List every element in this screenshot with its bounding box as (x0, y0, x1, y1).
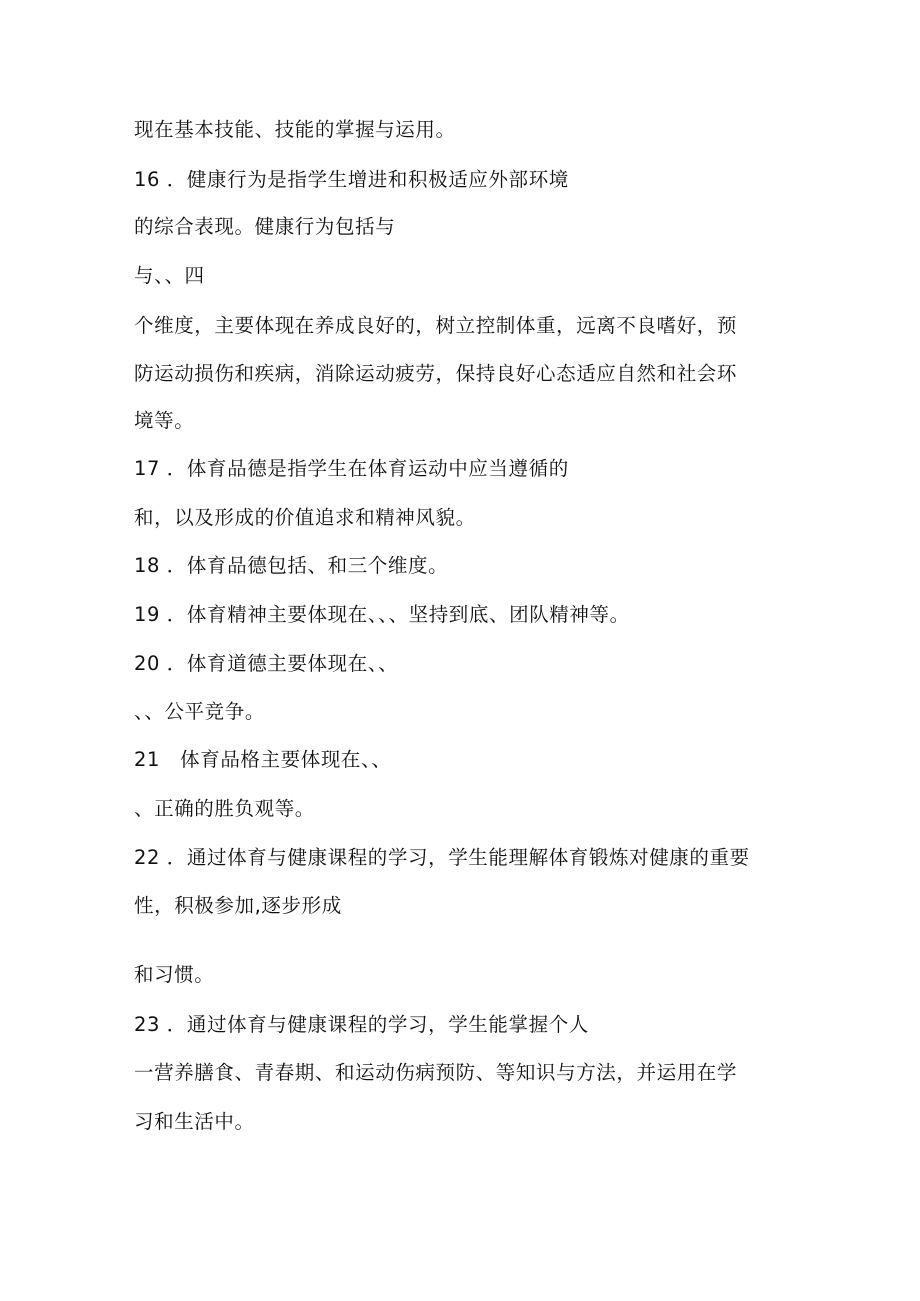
question-16-line-5: 防运动损伤和疾病，消除运动疲劳，保持良好心态适应自然和社会环 (134, 362, 738, 385)
question-23-line-2: 一营养膳食、青春期、和运动伤病预防、等知识与方法，并运用在学 (134, 1061, 738, 1084)
question-20-line-2: 、、公平竞争。 (134, 700, 265, 723)
question-16-line-3: 与、、四 (134, 264, 205, 287)
question-16-line-4: 个维度，主要体现在养成良好的，树立控制体重，远离不良嗜好，预 (134, 314, 738, 337)
question-22-line-2: 性，积极参加,逐步形成 (134, 894, 342, 917)
question-21-line-1: 21 体育品格主要体现在、、 (134, 748, 392, 771)
question-23-line-1: 23 ．通过体育与健康课程的学习，学生能掌握个人 (134, 1013, 589, 1036)
question-16-line-6: 境等。 (134, 409, 195, 432)
question-20-line-1: 20 ．体育道德主要体现在、、 (134, 652, 399, 675)
question-22-line-3: 和习惯。 (134, 963, 215, 986)
question-16-line-2: 的综合表现。健康行为包括与 (134, 215, 396, 238)
question-21-line-2: 、正确的胜负观等。 (134, 797, 315, 820)
question-17-line-1: 17 ．体育品德是指学生在体育运动中应当遵循的 (134, 457, 569, 480)
question-19-line: 19 ．体育精神主要体现在、、、坚持到底、团队精神等。 (134, 603, 630, 626)
question-23-line-3: 习和生活中。 (134, 1110, 255, 1133)
text-line: 现在基本技能、技能的掌握与运用。 (134, 118, 456, 141)
question-17-line-2: 和，以及形成的价值追求和精神风貌。 (134, 506, 476, 529)
question-18-line: 18 ．体育品德包括、和三个维度。 (134, 554, 449, 577)
question-22-line-1: 22 ．通过体育与健康课程的学习，学生能理解体育锻炼对健康的重要 (134, 846, 750, 869)
question-16-line-1: 16 ．健康行为是指学生增进和积极适应外部环境 (134, 168, 569, 191)
